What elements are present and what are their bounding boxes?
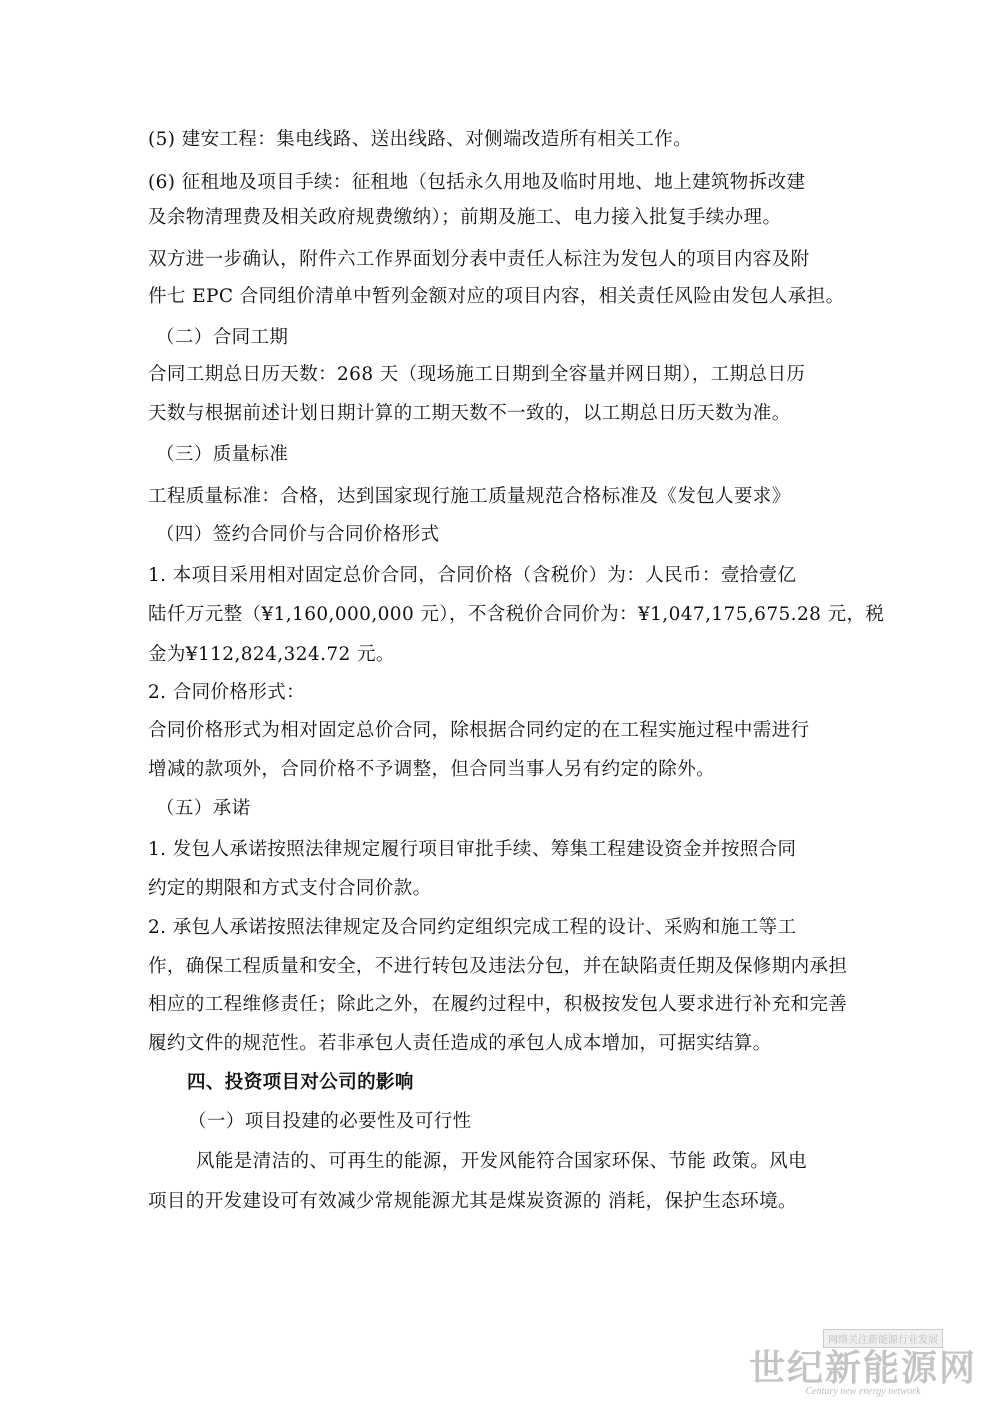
text-line: 项目的开发建设可有效减少常规能源尤其是煤炭资源的 消耗，保护生态环境。	[148, 1191, 797, 1212]
text-line: 件七 EPC 合同组价清单中暂列金额对应的项目内容，相关责任风险由发包人承担。	[148, 286, 845, 307]
text-line: 金为¥112,824,324.72 元。	[148, 644, 395, 665]
text-line: 履约文件的规范性。若非承包人责任造成的承包人成本增加，可据实结算。	[148, 1033, 772, 1054]
chapter-heading: 四、投资项目对公司的影响	[187, 1072, 414, 1093]
text-line: 合同工期总日历天数：268 天（现场施工日期到全容量并网日期），工期总日历	[148, 364, 806, 385]
text-line: 2. 合同价格形式：	[148, 682, 306, 703]
watermark-subtitle: Century new energy network	[805, 1386, 921, 1397]
section-heading: （五）承诺	[156, 798, 251, 819]
section-heading: （一）项目投建的必要性及可行性	[188, 1111, 472, 1132]
site-watermark	[738, 1328, 988, 1408]
text-line: 陆仟万元整（¥1,160,000,000 元），不含税价合同价为：¥1,047,175,675.28 元，税	[148, 604, 885, 625]
text-line: 工程质量标准：合格，达到国家现行施工质量规范合格标准及《发包人要求》	[148, 486, 791, 507]
text-line: 天数与根据前述计划日期计算的工期天数不一致的，以工期总日历天数为准。	[148, 403, 791, 424]
section-heading: （二）合同工期	[156, 327, 289, 348]
text-line: (5) 建安工程：集电线路、送出线路、对侧端改造所有相关工作。	[148, 129, 692, 150]
text-line: 风能是清洁的、可再生的能源，开发风能符合国家环保、节能 政策。风电	[196, 1151, 808, 1172]
text-line: 作，确保工程质量和安全，不进行转包及违法分包，并在缺陷责任期及保修期内承担	[148, 956, 848, 977]
section-heading: （三）质量标准	[156, 444, 289, 465]
watermark-title: 世纪新能源网	[748, 1347, 977, 1389]
text-line: 双方进一步确认，附件六工作界面划分表中责任人标注为发包人的项目内容及附	[148, 249, 810, 270]
text-line: 1. 本项目采用相对固定总价合同，合同价格（含税价）为：人民币：壹拾壹亿	[148, 565, 797, 586]
text-line: 增减的款项外，合同价格不予调整，但合同当事人另有约定的除外。	[148, 759, 716, 780]
watermark-tag: 网络关注新能源行业发展	[823, 1329, 943, 1348]
text-line: 相应的工程维修责任；除此之外，在履约过程中，积极按发包人要求进行补充和完善	[148, 994, 848, 1015]
text-line: 2. 承包人承诺按照法律规定及合同约定组织完成工程的设计、采购和施工等工	[148, 917, 797, 938]
text-line: (6) 征租地及项目手续：征租地（包括永久用地及临时用地、地上建筑物拆改建	[148, 172, 806, 193]
section-heading: （四）签约合同价与合同价格形式	[156, 524, 440, 545]
text-line: 及余物清理费及相关政府规费缴纳）；前期及施工、电力接入批复手续办理。	[148, 207, 782, 228]
text-line: 1. 发包人承诺按照法律规定履行项目审批手续、筹集工程建设资金并按照合同	[148, 839, 797, 860]
text-line: 合同价格形式为相对固定总价合同，除根据合同约定的在工程实施过程中需进行	[148, 720, 810, 741]
text-line: 约定的期限和方式支付合同价款。	[148, 878, 432, 899]
